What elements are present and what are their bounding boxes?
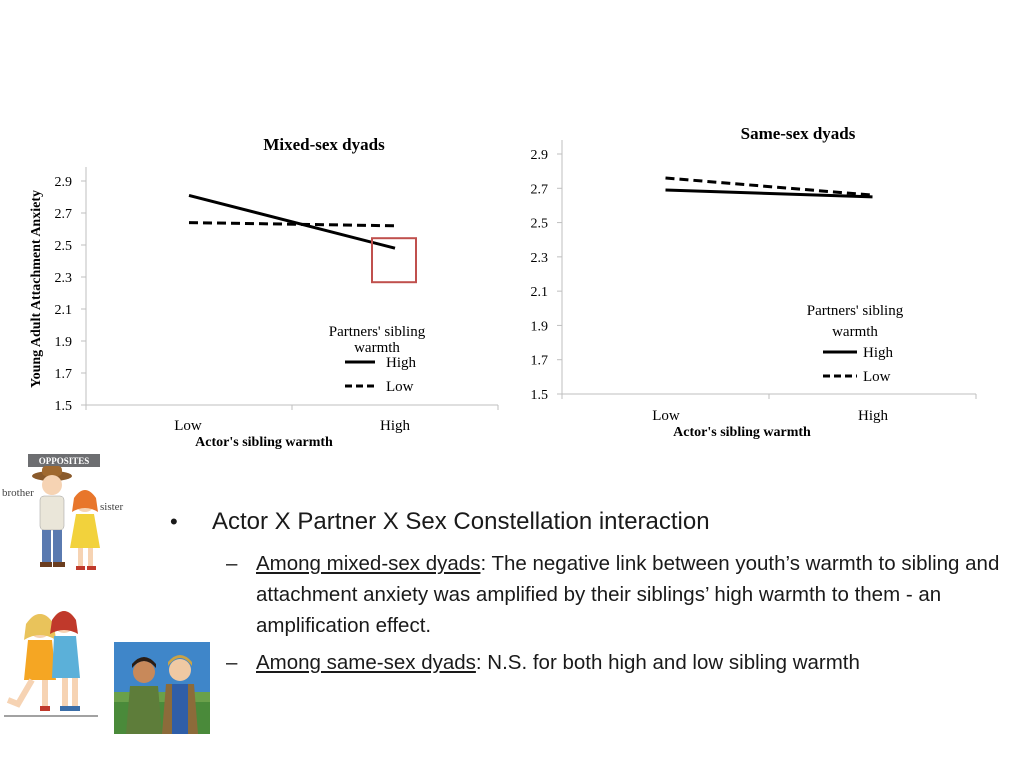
bullet-main (170, 508, 1010, 536)
mixed-sex-chart (29, 135, 498, 450)
y-tick-label: 2.5 (530, 216, 548, 232)
bullet-main-text: Actor X Partner X Sex Constellation interaction (212, 508, 710, 535)
sub-bullet-same-text (256, 647, 860, 678)
sister-label: sister (100, 501, 124, 513)
legend-title-line2: warmth (354, 340, 400, 356)
opposites-banner-text: OPPOSITES (38, 456, 90, 466)
sub-bullet-same (226, 647, 1010, 678)
sub-bullet-dash: – (226, 552, 238, 575)
sisters-hug-illustration (4, 600, 98, 718)
series-line-low (189, 223, 395, 226)
mixed-sex-label: Among mixed-sex dyads (256, 552, 481, 575)
sub-bullet-dash: – (226, 651, 238, 674)
y-tick-label: 2.3 (530, 250, 548, 266)
y-tick-label: 2.1 (54, 303, 72, 318)
y-tick-label: 1.5 (54, 399, 72, 414)
y-axis-label: Young Adult Attachment Anxiety (29, 190, 44, 388)
bullet-list (170, 508, 1010, 678)
opposites-illustration (0, 452, 130, 578)
legend-label-low: Low (386, 379, 414, 395)
y-tick-label: 2.9 (530, 148, 548, 163)
x-tick-label: High (858, 408, 888, 424)
y-tick-label: 2.7 (54, 207, 72, 222)
x-tick-label: Low (652, 408, 680, 424)
y-tick-label: 1.9 (530, 319, 548, 335)
brother-label: brother (2, 487, 34, 499)
chart-title: Mixed-sex dyads (263, 135, 385, 154)
y-tick-label: 1.7 (530, 353, 548, 369)
legend-label-low: Low (863, 369, 891, 385)
sub-bullet-mixed-text (256, 548, 1010, 641)
legend-title: Partners' sibling (328, 324, 426, 340)
x-axis-label: Actor's sibling warmth (195, 435, 333, 450)
y-tick-label: 2.3 (54, 271, 72, 286)
y-tick-label: 1.7 (54, 367, 72, 382)
y-tick-label: 1.5 (530, 388, 548, 403)
y-tick-label: 2.5 (54, 239, 72, 254)
chart-title: Same-sex dyads (740, 124, 856, 143)
legend-label-high: High (863, 345, 893, 361)
y-tick-label: 1.9 (54, 335, 72, 350)
x-tick-label: Low (174, 418, 202, 434)
sub-bullet-mixed (226, 548, 1010, 641)
same-sex-description: : N.S. for both high and low sibling warmth (475, 651, 860, 674)
bullet-dot: • (170, 509, 178, 534)
same-sex-label: Among same-sex dyads (256, 651, 476, 674)
y-tick-label: 2.1 (530, 285, 548, 301)
x-axis-label: Actor's sibling warmth (673, 425, 811, 440)
x-tick-label: High (380, 418, 410, 434)
y-tick-label: 2.7 (530, 182, 548, 198)
y-tick-label: 2.9 (54, 175, 72, 190)
legend-label-high: High (386, 355, 416, 371)
legend-title-line2: warmth (832, 324, 878, 340)
same-sex-chart (531, 124, 977, 440)
legend-title: Partners' sibling (806, 303, 904, 319)
mixed-sex-description: : The negative link between youth’s warmth to sibling and attachment anxiety was amplified by their siblings’ high warmth to them - an amplification effect. (256, 552, 1000, 637)
